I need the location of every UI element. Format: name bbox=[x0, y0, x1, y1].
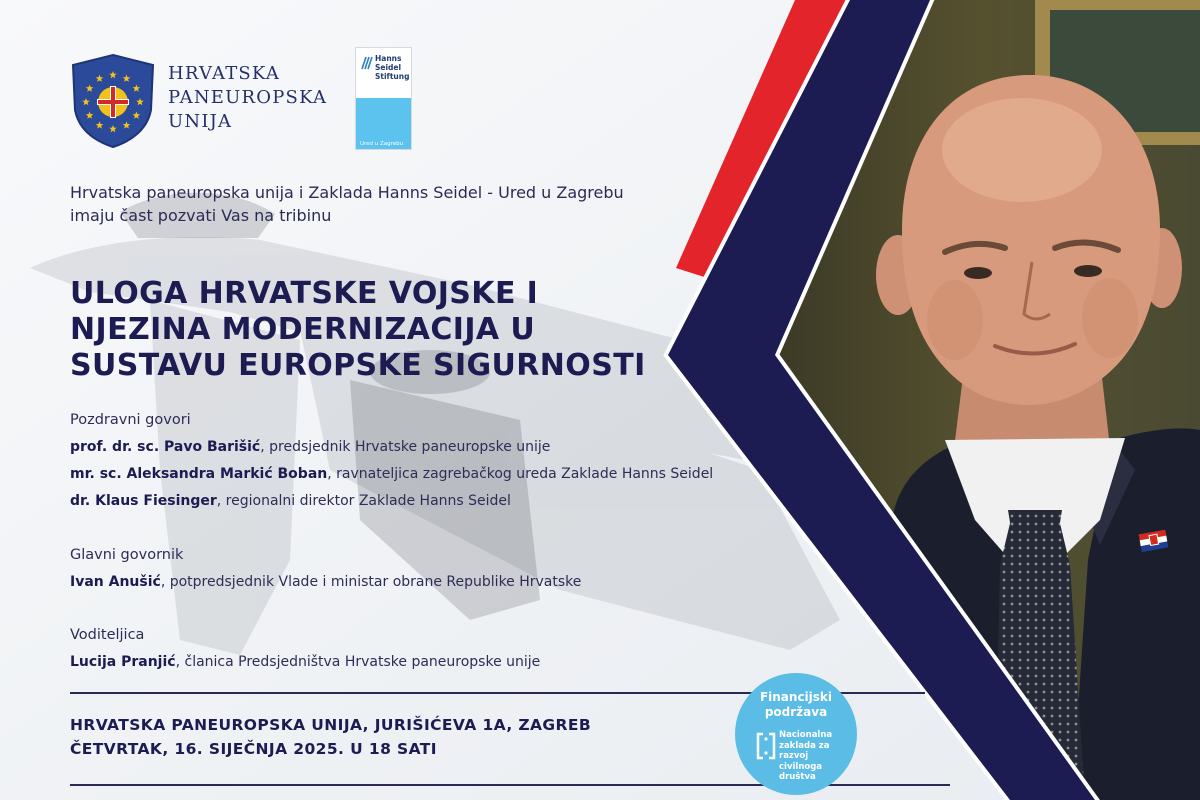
title-line: NJEZINA MODERNIZACIJA U bbox=[70, 312, 536, 347]
badge-label-line: Financijski bbox=[759, 690, 833, 704]
hpu-name-line: HRVATSKA bbox=[168, 63, 281, 84]
hss-office-label: Ured u Zagrebu bbox=[360, 141, 404, 147]
speaker-line bbox=[70, 437, 550, 457]
speaker-line bbox=[70, 652, 540, 672]
speaker-role: , regionalni direktor Zaklade Hanns Seidel bbox=[216, 493, 511, 509]
section-heading-welcome: Pozdravni govori bbox=[70, 412, 191, 428]
event-datetime: ČETVRTAK, 16. SIJEČNJA 2025. U 18 SATI bbox=[70, 740, 437, 758]
hss-office-band bbox=[356, 98, 412, 150]
badge-label-line: podržava bbox=[764, 705, 828, 719]
event-title bbox=[70, 276, 646, 384]
title-line: SUSTAVU EUROPSKE SIGURNOSTI bbox=[70, 348, 646, 383]
hpu-name bbox=[168, 62, 327, 134]
event-venue: HRVATSKA PANEUROPSKA UNIJA, JURIŠIĆEVA 1A, ZAGREB bbox=[70, 716, 592, 734]
speaker-name: mr. sc. Aleksandra Markić Boban bbox=[70, 466, 328, 482]
speaker-role: , članica Predsjedništva Hrvatske paneuropske unije bbox=[175, 654, 541, 670]
speaker-role: , potpredsjednik Vlade i ministar obrane Republike Hrvatske bbox=[160, 574, 582, 590]
hss-name-line: Hanns bbox=[375, 54, 402, 63]
speaker-name: Ivan Anušić bbox=[70, 574, 161, 590]
title-line: ULOGA HRVATSKE VOJSKE I bbox=[70, 276, 539, 311]
badge-org-line: društva bbox=[779, 772, 816, 782]
speaker-role: , ravnateljica zagrebačkog ureda Zaklade Hanns Seidel bbox=[327, 466, 714, 482]
hss-stripes-icon bbox=[360, 56, 374, 70]
intro-text bbox=[70, 181, 624, 227]
sponsor-badge bbox=[735, 673, 857, 795]
nzrcd-bracket-icon bbox=[755, 731, 777, 761]
speaker-name: prof. dr. sc. Pavo Barišić bbox=[70, 439, 261, 455]
section-heading-keynote: Glavni govornik bbox=[70, 547, 184, 563]
badge-org-line: civilnoga bbox=[779, 761, 823, 772]
hpu-name-line: PANEUROPSKA bbox=[168, 87, 328, 108]
hss-logo bbox=[355, 47, 412, 150]
speaker-name: dr. Klaus Fiesinger bbox=[70, 493, 217, 509]
intro-line: Hrvatska paneuropska unija i Zaklada Hanns Seidel - Ured u Zagrebu bbox=[70, 183, 624, 202]
badge-org-line: zaklada za bbox=[779, 740, 830, 751]
speaker-line bbox=[70, 572, 581, 592]
speaker-line bbox=[70, 491, 511, 511]
hss-name bbox=[375, 54, 409, 81]
hpu-shield-icon bbox=[70, 52, 156, 150]
speaker-line bbox=[70, 464, 713, 484]
hss-name-line: Seidel bbox=[375, 63, 402, 72]
speaker-role: , predsjednik Hrvatske paneuropske unije bbox=[260, 439, 551, 455]
badge-org-name bbox=[779, 730, 832, 783]
intro-line: imaju čast pozvati Vas na tribinu bbox=[70, 206, 332, 225]
hpu-name-line: UNIJA bbox=[168, 111, 233, 132]
badge-org-line: Nacionalna bbox=[779, 730, 833, 740]
badge-org-line: razvoj bbox=[779, 751, 809, 761]
hss-name-line: Stiftung bbox=[375, 72, 410, 81]
section-heading-moderator: Voditeljica bbox=[70, 627, 145, 643]
speaker-name: Lucija Pranjić bbox=[70, 654, 176, 670]
